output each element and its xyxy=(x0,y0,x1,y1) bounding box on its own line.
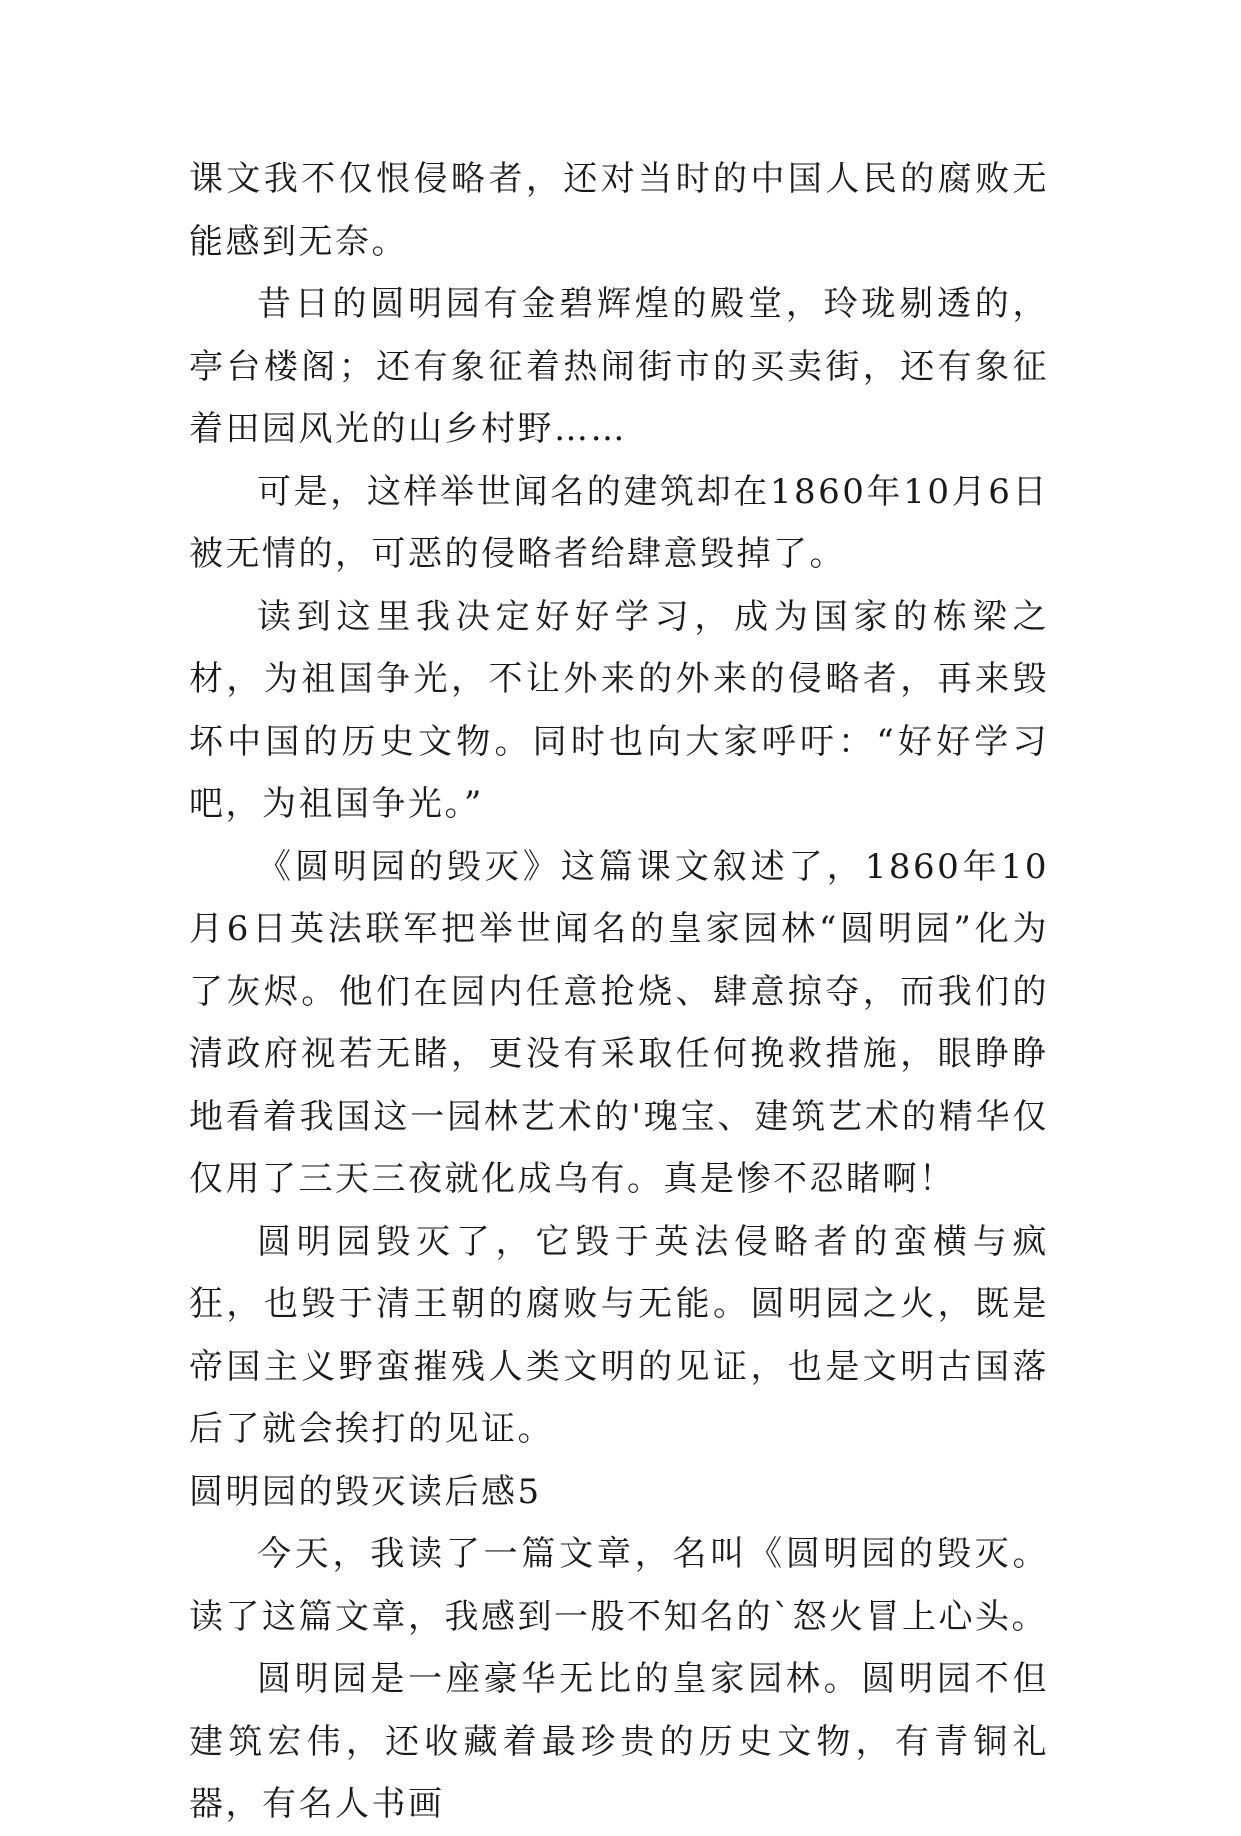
paragraph: 今天，我读了一篇文章，名叫《圆明园的毁灭。读了这篇文章，我感到一股不知名的`怒火冒上心头。 xyxy=(189,1534,1049,1637)
paragraph: 课文我不仅恨侵略者，还对当时的中国人民的腐败无能感到无奈。 xyxy=(189,159,1049,262)
paragraph: 读到这里我决定好好学习，成为国家的栋梁之材，为祖国争光，不让外来的外来的侵略者，再来毁坏中国的历史文物。同时也向大家呼吁：“好好学习吧，为祖国争光。” xyxy=(189,596,1049,824)
paragraph: 可是，这样举世闻名的建筑却在1860年10月6日被无情的，可恶的侵略者给肆意毁掉了。 xyxy=(189,471,1049,574)
paragraph: 圆明园毁灭了，它毁于英法侵略者的蛮横与疯狂，也毁于清王朝的腐败与无能。圆明园之火，既是帝国主义野蛮摧残人类文明的见证，也是文明古国落后了就会挨打的见证。 xyxy=(189,1221,1049,1449)
paragraph: 《圆明园的毁灭》这篇课文叙述了，1860年10月6日英法联军把举世闻名的皇家园林“圆明园”化为了灰烬。他们在园内任意抢烧、肆意掠夺，而我们的清政府视若无睹，更没有采取任何挽救措施，眼睁睁地看着我国这一园林艺术的'瑰宝、建筑艺术的精华仅仅用了三天三夜就化成乌有。真是惨不忍睹啊！ xyxy=(189,846,1049,1199)
paragraph: 昔日的圆明园有金碧辉煌的殿堂，玲珑剔透的，亭台楼阁；还有象征着热闹街市的买卖街，还有象征着田园风光的山乡村野…… xyxy=(189,284,1049,449)
document-body xyxy=(189,148,1049,1836)
paragraph: 圆明园是一座豪华无比的皇家园林。圆明园不但建筑宏伟，还收藏着最珍贵的历史文物，有青铜礼器，有名人书画 xyxy=(189,1659,1049,1824)
section-heading: 圆明园的毁灭读后感5 xyxy=(189,1471,542,1512)
